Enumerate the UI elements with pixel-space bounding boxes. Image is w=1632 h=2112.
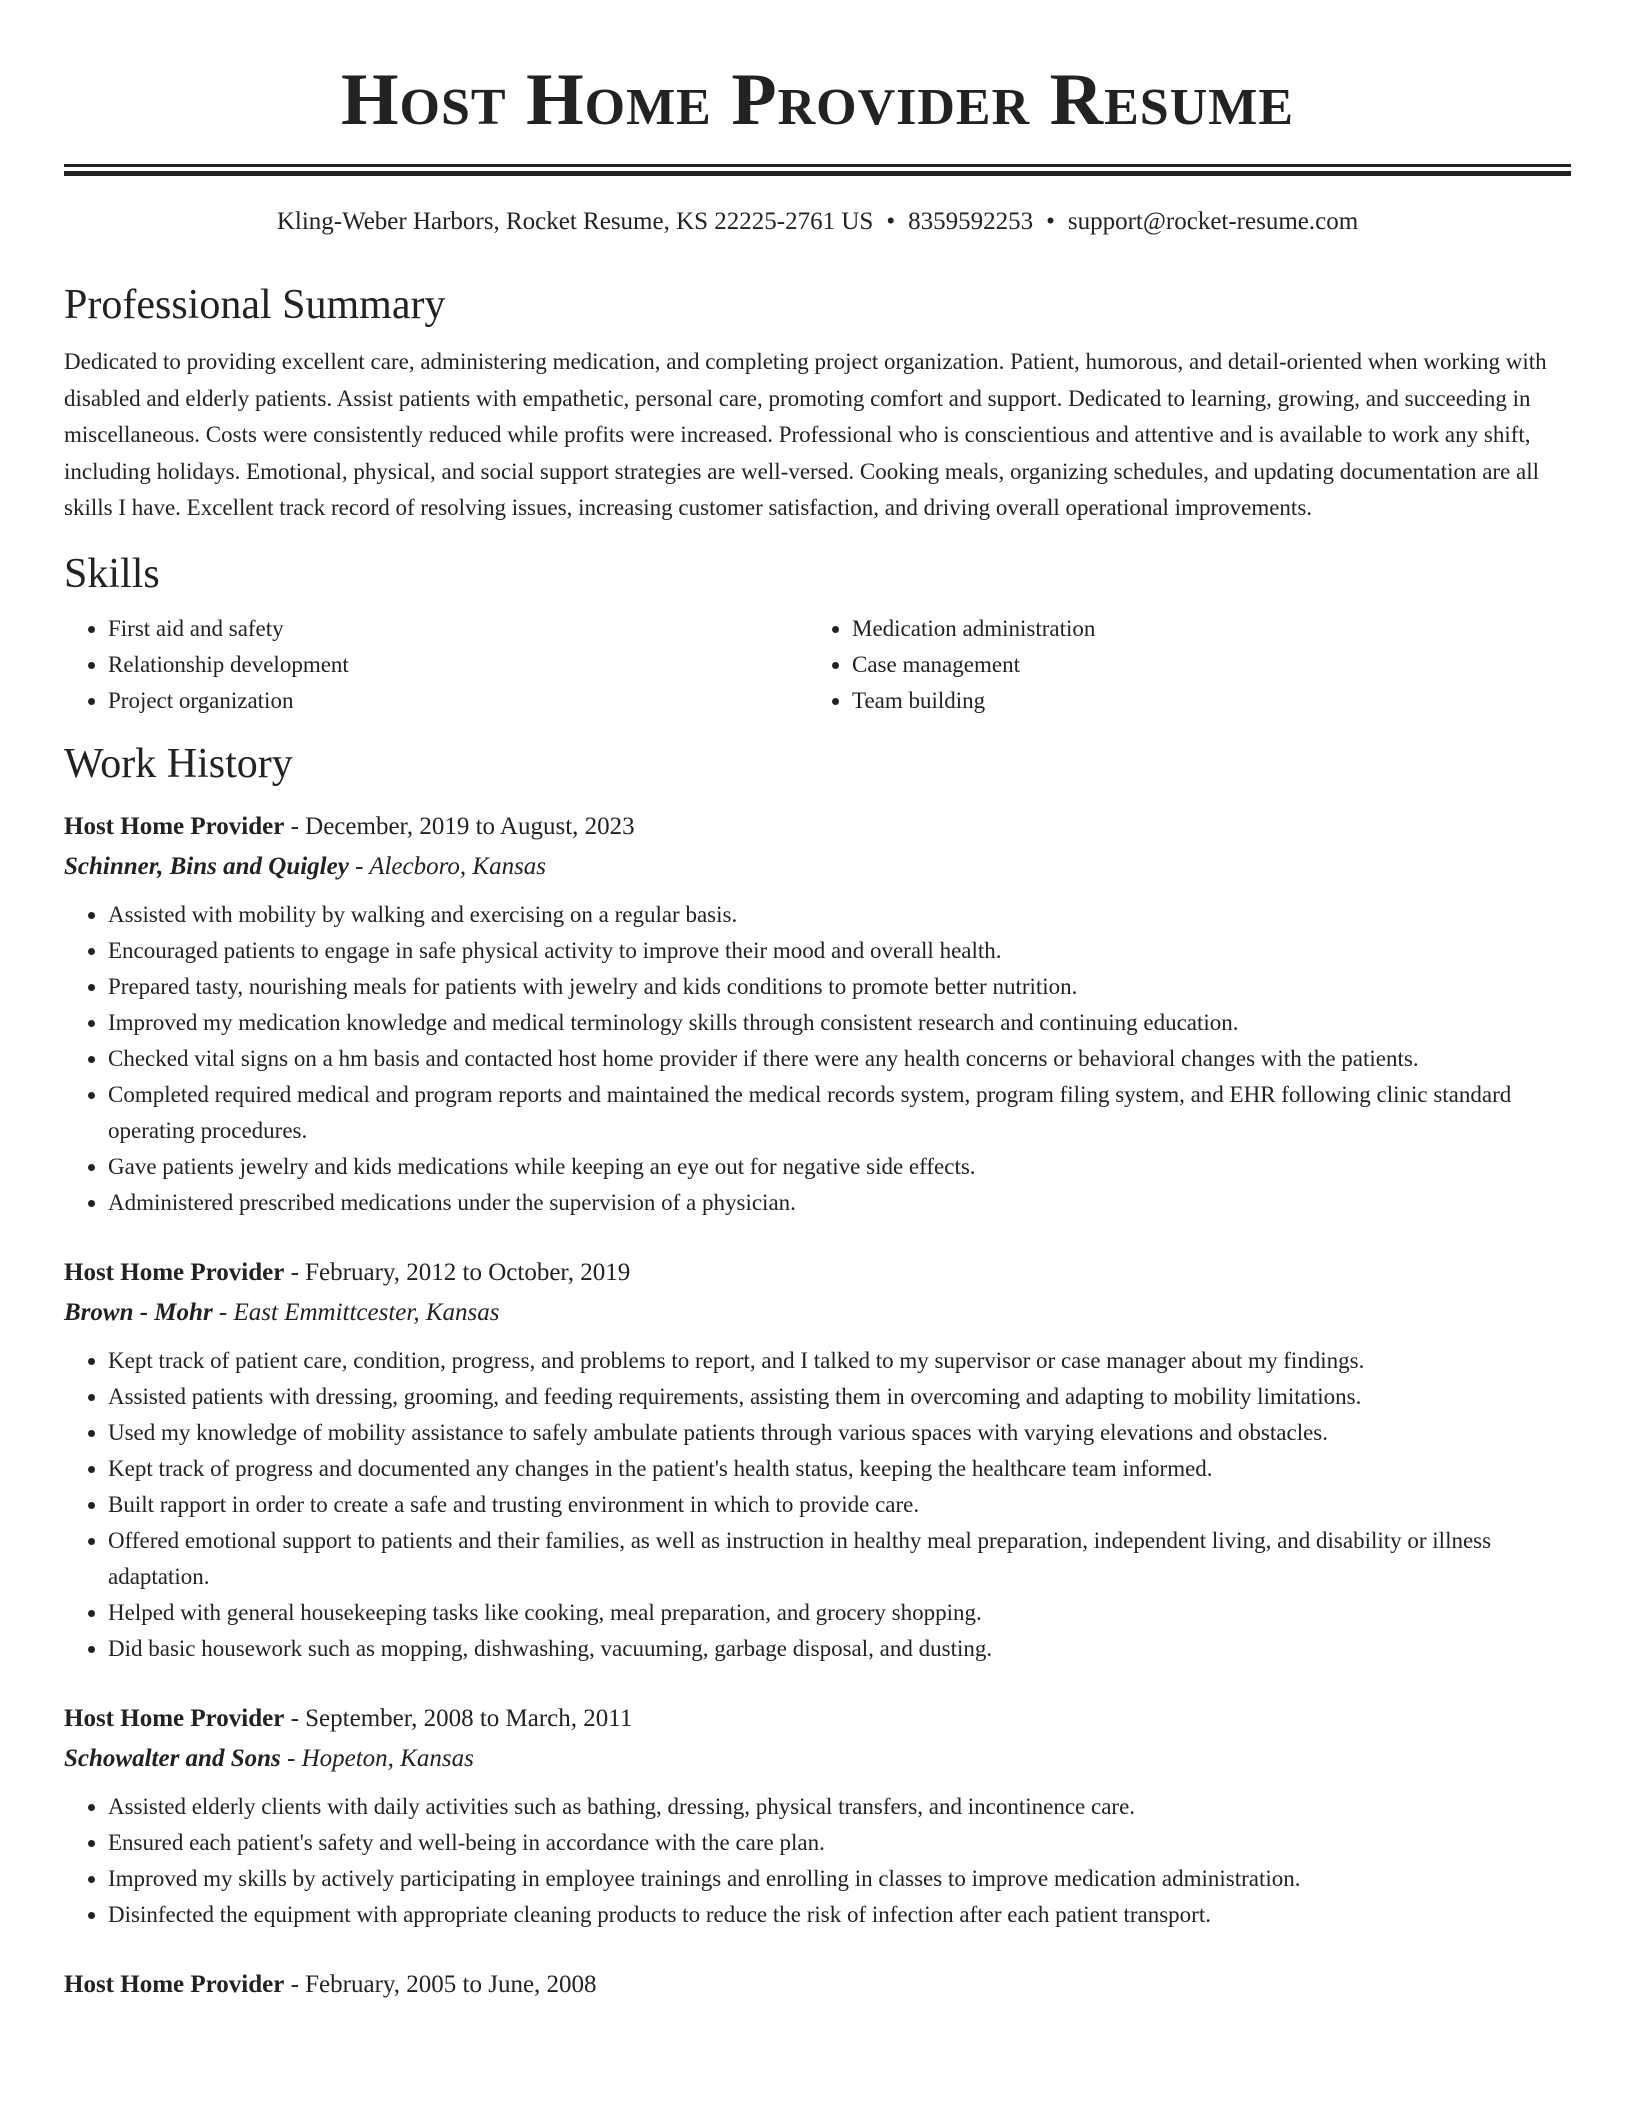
location-separator: - (212, 1298, 234, 1326)
contact-separator: • (1046, 208, 1055, 235)
job-entry (64, 1253, 1571, 1667)
skill-item: • Medication administration (852, 611, 1552, 647)
list-item: • Improved my medication knowledge and medical terminology skills through consistent research and continuing education. (108, 1005, 1571, 1041)
company-name: Schowalter and Sons (64, 1744, 281, 1772)
location-separator: - (280, 1744, 302, 1772)
company-location: East Emmittcester, Kansas (233, 1298, 500, 1326)
job-bullets (64, 1789, 1571, 1933)
company-name: Brown - Mohr (64, 1298, 213, 1326)
date-separator: - (284, 1258, 306, 1286)
summary-text: Dedicated to providing excellent care, administering medication, and completing project organization. Patient, humorous, and detail-oriented when working with disabled and elderly patients. Assist patients with empathetic, personal care, promoting comfort and support. Dedicated to learning, growing, and succeeding in miscellaneous. Costs were consistently reduced while profits were increased. Professional who is conscientious and attentive and is available to work any shift, including holidays. Emotional, physical, and social support strategies are well-versed. Cooking meals, organizing schedules, and updating documentation are all skills I have. Excellent track record of resolving issues, increasing customer satisfaction, and driving overall operational improvements. (64, 349, 1547, 520)
list-item: • Offered emotional support to patients and their families, as well as instruction in healthy meal preparation, independent living, and disability or illness adaptation. (108, 1523, 1571, 1595)
company-location: Hopeton, Kansas (301, 1744, 474, 1772)
date-separator: - (284, 1704, 306, 1732)
list-item: • Used my knowledge of mobility assistance to safely ambulate patients through various spaces with varying elevations and obstacles. (108, 1415, 1571, 1451)
list-item: • Prepared tasty, nourishing meals for patients with jewelry and kids conditions to promote better nutrition. (108, 969, 1571, 1005)
list-item: • Disinfected the equipment with appropriate cleaning products to reduce the risk of infection after each patient transport. (108, 1897, 1571, 1933)
title-rule-thick (64, 171, 1571, 176)
job-entry (64, 1699, 1571, 1933)
summary-heading: Professional Summary (64, 282, 446, 328)
job-bullets (64, 1343, 1571, 1667)
list-item: • Assisted elderly clients with daily activities such as bathing, dressing, physical transfers, and incontinence care. (108, 1789, 1571, 1825)
list-item: • Encouraged patients to engage in safe physical activity to improve their mood and overall health. (108, 933, 1571, 969)
list-item: • Administered prescribed medications under the supervision of a physician. (108, 1185, 1571, 1221)
job-dates: September, 2008 to March, 2011 (305, 1704, 633, 1732)
company-line (64, 847, 1571, 887)
list-item: • Assisted patients with dressing, grooming, and feeding requirements, assisting them in overcoming and adapting to mobility limitations. (108, 1379, 1571, 1415)
list-item: • Did basic housework such as mopping, dishwashing, vacuuming, garbage disposal, and dusting. (108, 1631, 1571, 1667)
work-history-heading: Work History (64, 740, 293, 787)
list-item: • Kept track of patient care, condition, progress, and problems to report, and I talked to my supervisor or case manager about my findings. (108, 1343, 1571, 1379)
contact-separator: • (886, 208, 896, 235)
skills-column-left (64, 611, 808, 719)
job-bullets (64, 897, 1571, 1221)
contact-address: Kling-Weber Harbors, Rocket Resume, KS 22225-2761 US (276, 208, 874, 235)
skill-item: • First aid and safety (108, 611, 808, 647)
company-line (64, 1293, 1571, 1333)
job-title-line (64, 1253, 1571, 1293)
skill-item: • Project organization (108, 683, 808, 719)
resume-page (64, 0, 1571, 2005)
job-title: Host Home Provider (64, 1258, 285, 1286)
skill-item: • Relationship development (108, 647, 808, 683)
list-item: • Assisted with mobility by walking and exercising on a regular basis. (108, 897, 1571, 933)
skills-list (64, 611, 1571, 719)
list-item: • Helped with general housekeeping tasks like cooking, meal preparation, and grocery shopping. (108, 1595, 1571, 1631)
job-entry (64, 1965, 1571, 2005)
list-item: • Gave patients jewelry and kids medications while keeping an eye out for negative side effects. (108, 1149, 1571, 1185)
list-item: • Built rapport in order to create a safe and trusting environment in which to provide care. (108, 1487, 1571, 1523)
job-title-line (64, 807, 1571, 847)
list-item: • Kept track of progress and documented any changes in the patient's health status, keeping the healthcare team informed. (108, 1451, 1571, 1487)
job-title-line (64, 1699, 1571, 1739)
date-separator: - (284, 812, 306, 840)
job-dates: February, 2005 to June, 2008 (305, 1970, 597, 1998)
job-dates: December, 2019 to August, 2023 (305, 812, 635, 840)
date-separator: - (284, 1970, 306, 1998)
skills-heading: Skills (64, 550, 160, 597)
skills-column-right (808, 611, 1552, 719)
list-item: • Checked vital signs on a hm basis and contacted host home provider if there were any health concerns or behavioral changes with the patients. (108, 1041, 1571, 1077)
location-separator: - (348, 852, 370, 880)
company-line (64, 1739, 1571, 1779)
job-title: Host Home Provider (64, 1704, 285, 1732)
resume-title: Host Home Provider Resume (340, 59, 1295, 141)
job-entry (64, 807, 1571, 1221)
list-item: • Improved my skills by actively participating in employee trainings and enrolling in classes to improve medication administration. (108, 1861, 1571, 1897)
skill-item: • Case management (852, 647, 1552, 683)
job-title-line (64, 1965, 1571, 2005)
title-rule-thin (64, 164, 1571, 167)
contact-line (64, 206, 1571, 238)
company-name: Schinner, Bins and Quigley (64, 852, 349, 880)
list-item: • Ensured each patient's safety and well-being in accordance with the care plan. (108, 1825, 1571, 1861)
job-dates: February, 2012 to October, 2019 (305, 1258, 631, 1286)
list-item: • Completed required medical and program reports and maintained the medical records system, program filing system, and EHR following clinic standard operating procedures. (108, 1077, 1571, 1149)
job-title: Host Home Provider (64, 1970, 285, 1998)
job-title: Host Home Provider (64, 812, 285, 840)
skill-item: • Team building (852, 683, 1552, 719)
contact-phone: 8359592253 (908, 208, 1034, 235)
company-location: Alecboro, Kansas (369, 852, 547, 880)
contact-email: support@rocket-resume.com (1067, 208, 1359, 235)
